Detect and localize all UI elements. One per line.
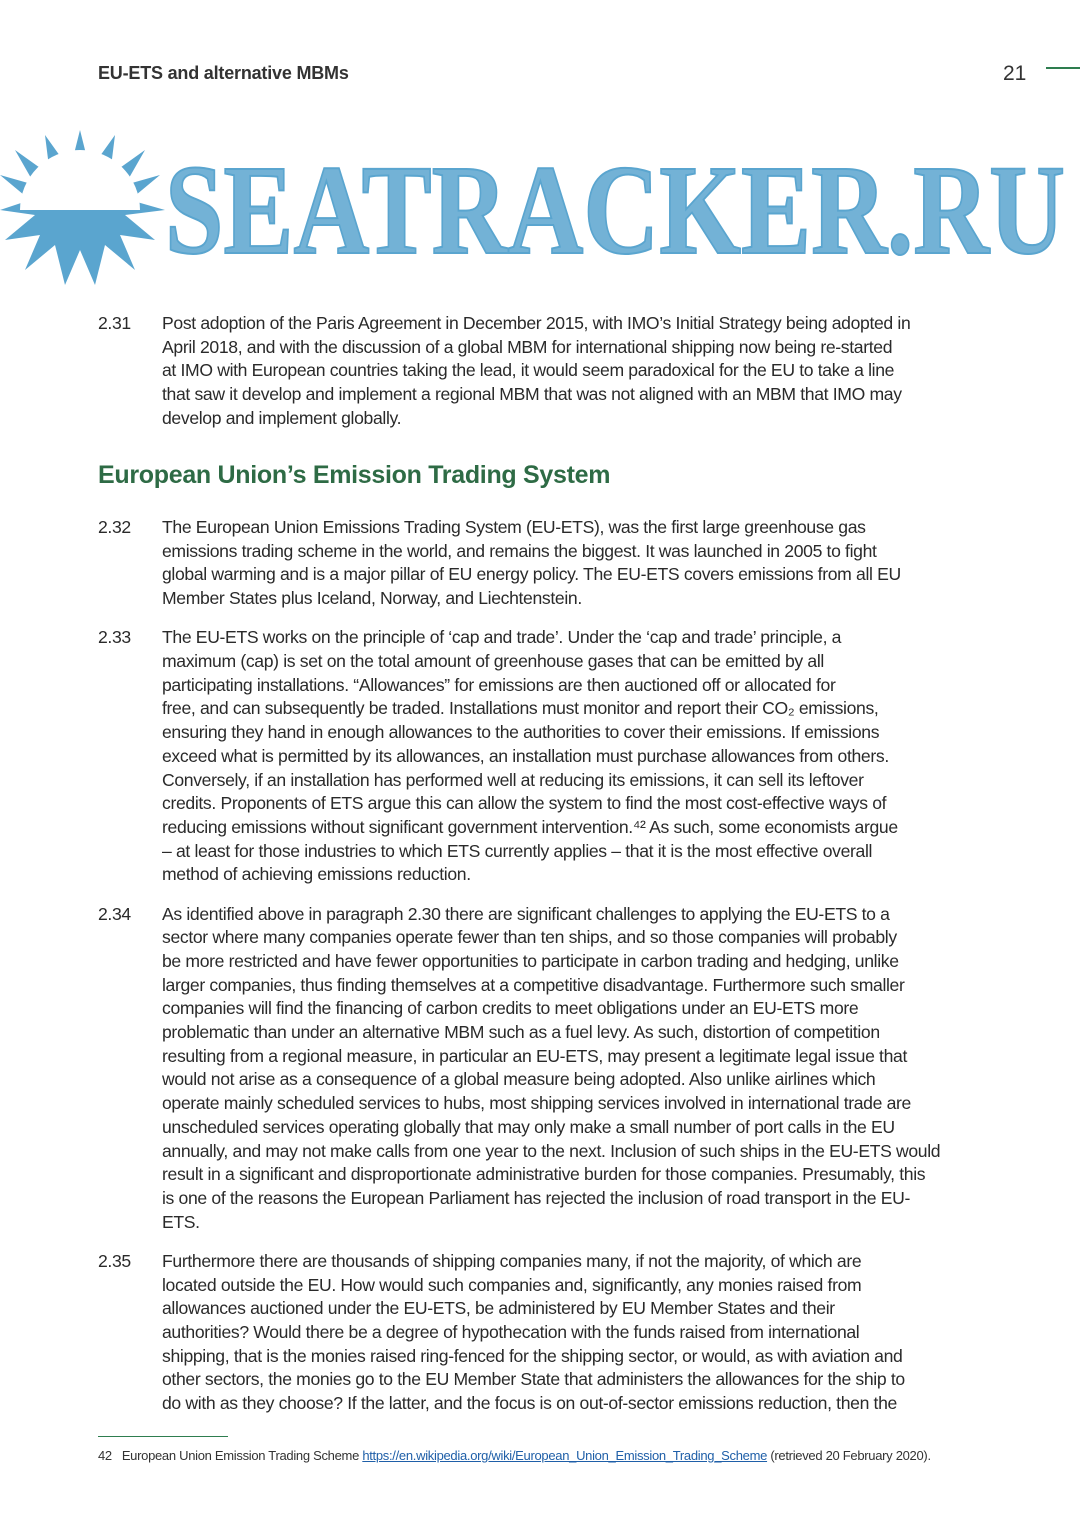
text-line: operate mainly scheduled services to hubs, most shipping services involved in international trade are (162, 1093, 911, 1114)
paragraph-2-34 (98, 903, 998, 1235)
paragraph-number: 2.31 (98, 313, 131, 333)
text-line: that saw it develop and implement a regional MBM that was not aligned with an MBM that IMO may (162, 384, 902, 405)
paragraph-2-33 (98, 626, 998, 887)
text-line: – at least for those industries to which ETS currently applies – that it is the most effective overall (162, 840, 873, 861)
text-line: unscheduled services operating globally that may only make a small number of port calls in the EU (162, 1116, 895, 1137)
footnote-suffix: (retrieved 20 February 2020). (770, 1448, 931, 1463)
text-line: As identified above in paragraph 2.30 there are significant challenges to applying the EU-ETS to a (162, 903, 890, 924)
text-line: result in a significant and disproportionate administrative burden for those companies. Presumably, this (162, 1164, 926, 1185)
text-line: problematic than under an alternative MBM such as a fuel levy. As such, distortion of competition (162, 1022, 880, 1043)
footnote-rule (98, 1436, 228, 1437)
text-line: do with as they choose? If the latter, and the focus is on out-of-sector emissions reduction, then the (162, 1393, 897, 1414)
paragraph-number: 2.34 (98, 903, 131, 924)
text-line: ensuring they hand in enough allowances to the authorities to cover their emissions. If emissions (162, 722, 880, 743)
text-line: Furthermore there are thousands of shipping companies many, if not the majority, of which are (162, 1250, 862, 1271)
text-line: located outside the EU. How would such companies and, significantly, any monies raised from (162, 1274, 862, 1295)
paragraph-2-31 (98, 312, 998, 431)
footnote-number: 42 (98, 1448, 112, 1463)
paragraph-body (162, 516, 998, 611)
footnote-link[interactable]: https://en.wikipedia.org/wiki/European_Union_Emission_Trading_Scheme (362, 1448, 768, 1463)
text-line: ETS. (162, 1211, 200, 1232)
text-line: emissions trading scheme in the world, and remains the biggest. It was launched in 2005 to fight (162, 540, 877, 561)
paragraph-2-35 (98, 1250, 998, 1416)
text-line: April 2018, and with the discussion of a global MBM for international shipping now being re-started (162, 336, 893, 357)
text-line: other sectors, the monies go to the EU Member State that administers the allowances for the ship to (162, 1369, 905, 1390)
paragraph-number: 2.33 (98, 627, 131, 648)
text-line: annually, and may not make calls from one year to the next. Inclusion of such ships in the EU-ETS would (162, 1140, 941, 1161)
text-line: reducing emissions without significant government intervention.⁴² As such, some economists argue (162, 816, 898, 837)
text-line: participating installations. “Allowances” for emissions are then auctioned off or allocated for (162, 674, 836, 695)
text-line: companies will find the financing of carbon credits to meet obligations under an EU-ETS more (162, 998, 859, 1019)
text-line: exceed what is permitted by its allowances, an installation must purchase allowances from others. (162, 745, 889, 766)
paragraph-body (162, 1250, 998, 1416)
text-line: resulting from a regional measure, in particular an EU-ETS, may present a legitimate legal issue that (162, 1045, 908, 1066)
watermark-logo (0, 125, 1080, 287)
text-line: maximum (cap) is set on the total amount of greenhouse gases that can be emitted by all (162, 651, 824, 671)
text-line: be more restricted and have fewer opportunities to participate in carbon trading and hedging, unlike (162, 950, 899, 971)
text-line: Post adoption of the Paris Agreement in December 2015, with IMO’s Initial Strategy being adopted in (162, 313, 911, 333)
text-line: is one of the reasons the European Parliament has rejected the inclusion of road transport in the EU- (162, 1187, 911, 1208)
text-line: The European Union Emissions Trading System (EU-ETS), was the first large greenhouse gas (162, 517, 866, 537)
text-line: The EU-ETS works on the principle of ‘cap and trade’. Under the ‘cap and trade’ principle, a (162, 627, 842, 648)
paragraph-body (162, 903, 998, 1235)
footnote-text: European Union Emission Trading Scheme (121, 1448, 359, 1463)
text-line: Member States plus Iceland, Norway, and Liechtenstein. (162, 588, 582, 609)
paragraph-number: 2.32 (98, 517, 131, 537)
paragraph-body (162, 312, 998, 431)
paragraph-number: 2.35 (98, 1250, 131, 1271)
section-heading: European Union’s Emission Trading System (98, 461, 611, 489)
paragraph-body (162, 626, 998, 887)
text-line: free, and can subsequently be traded. Installations must monitor and report their CO₂ emissions, (162, 698, 879, 719)
text-line: would not arise as a consequence of a global measure being adopted. Also unlike airlines which (162, 1069, 876, 1090)
text-line: larger companies, thus finding themselves at a competitive disadvantage. Furthermore such smaller (162, 974, 905, 995)
paragraph-2-32 (98, 516, 998, 611)
text-line: authorities? Would there be a degree of hypothecation with the funds raised from international (162, 1321, 860, 1342)
page-number: 21 (1003, 62, 1027, 85)
text-line: sector where many companies operate fewer than ten ships, and so those companies will probably (162, 927, 897, 948)
text-line: credits. Proponents of ETS argue this can allow the system to find the most cost-effective ways of (162, 793, 887, 814)
text-line: global warming and is a major pillar of EU energy policy. The EU-ETS covers emissions from all EU (162, 564, 901, 585)
text-line: method of achieving emissions reduction. (162, 864, 471, 885)
text-line: shipping, that is the monies raised ring-fenced for the shipping sector, or would, as with aviation and (162, 1345, 903, 1366)
footnote (98, 1448, 931, 1463)
text-line: develop and implement globally. (162, 407, 402, 428)
text-line: Conversely, if an installation has performed well at reducing its emissions, it can sell its leftover (162, 769, 864, 790)
text-line: allowances auctioned under the EU-ETS, be administered by EU Member States and their (162, 1298, 835, 1319)
sun-icon (0, 130, 165, 285)
running-title: EU-ETS and alternative MBMs (98, 63, 349, 83)
header-rule (1046, 67, 1080, 69)
watermark-text: SEATRACKER.RU (165, 139, 1065, 281)
text-line: at IMO with European countries taking the lead, it would seem paradoxical for the EU to take a line (162, 360, 895, 381)
